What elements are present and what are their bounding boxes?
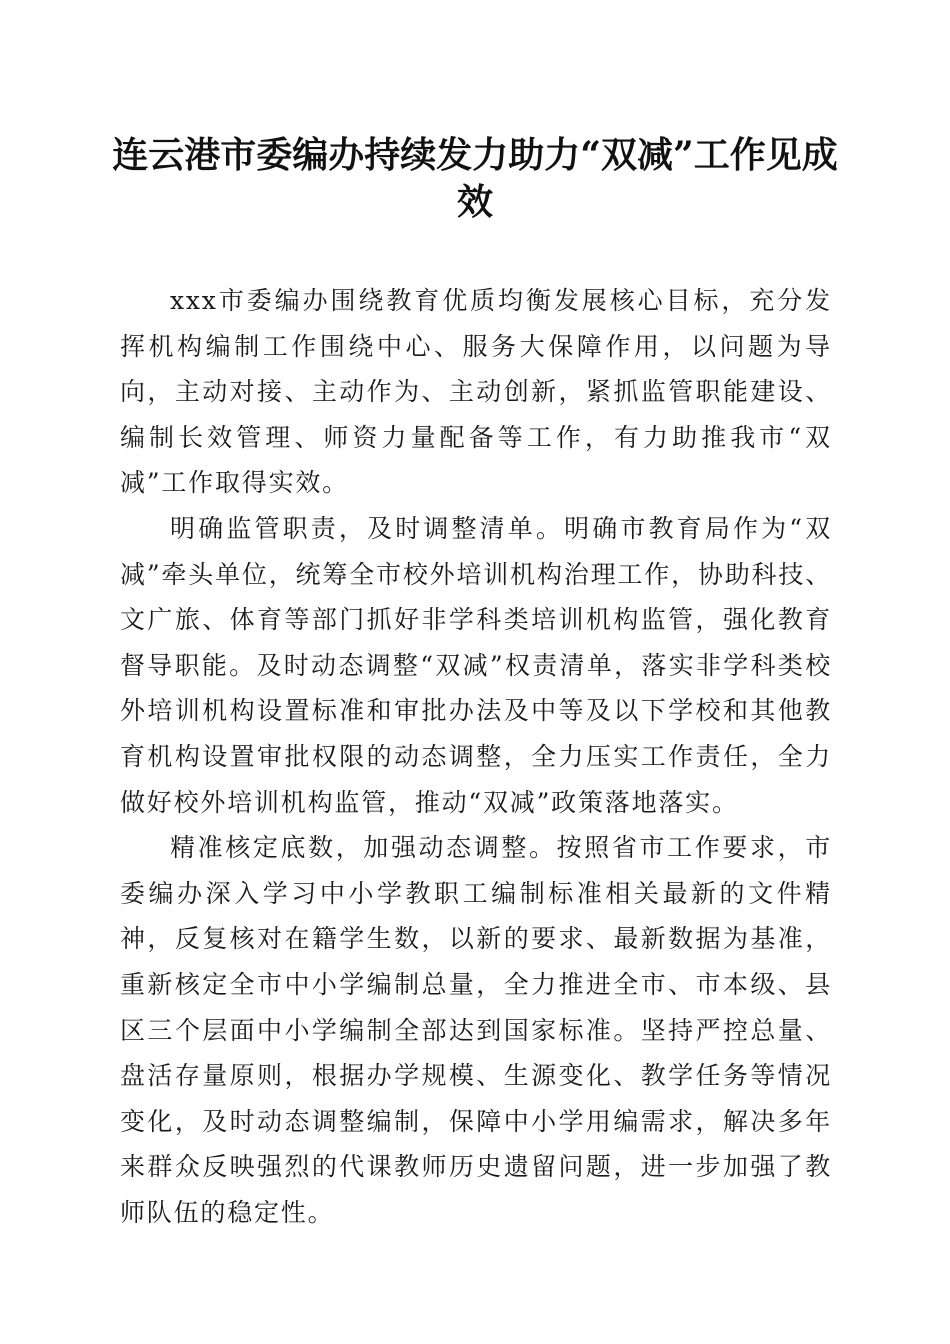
paragraph-intro: xxx市委编办围绕教育优质均衡发展核心目标，充分发挥机构编制工作围绕中心、服务大保障作用，以问题为导向，主动对接、主动作为、主动创新，紧抓监管职能建设、编制长效管理、师资力量配备等工作，有力助推我市“双减”工作取得实效。: [120, 286, 832, 498]
paragraph-staffing: 精准核定底数，加强动态调整。按照省市工作要求，市委编办深入学习中小学教职工编制标准相关最新的文件精神，反复核对在籍学生数，以新的要求、最新数据为基准，重新核定全市中小学编制总量，全力推进全市、市本级、县区三个层面中小学编制全部达到国家标准。坚持严控总量、盘活存量原则，根据办学规模、生源变化、教学任务等情况变化，及时动态调整编制，保障中小学用编需求，解决多年来群众反映强烈的代课教师历史遗留问题，进一步加强了教师队伍的稳定性。: [120, 833, 832, 1227]
document-body: [120, 278, 832, 1235]
document-title: 连云港市委编办持续发力助力“双减”工作见成效: [112, 134, 838, 223]
paragraph-supervision: 明确监管职责，及时调整清单。明确市教育局作为“双减”牵头单位，统筹全市校外培训机构治理工作，协助科技、文广旅、体育等部门抓好非学科类培训机构监管，强化教育督导职能。及时动态调整“双减”权责清单，落实非学科类校外培训机构设置标准和审批办法及中等及以下学校和其他教育机构设置审批权限的动态调整，全力压实工作责任，全力做好校外培训机构监管，推动“双减”政策落地落实。: [120, 513, 832, 817]
